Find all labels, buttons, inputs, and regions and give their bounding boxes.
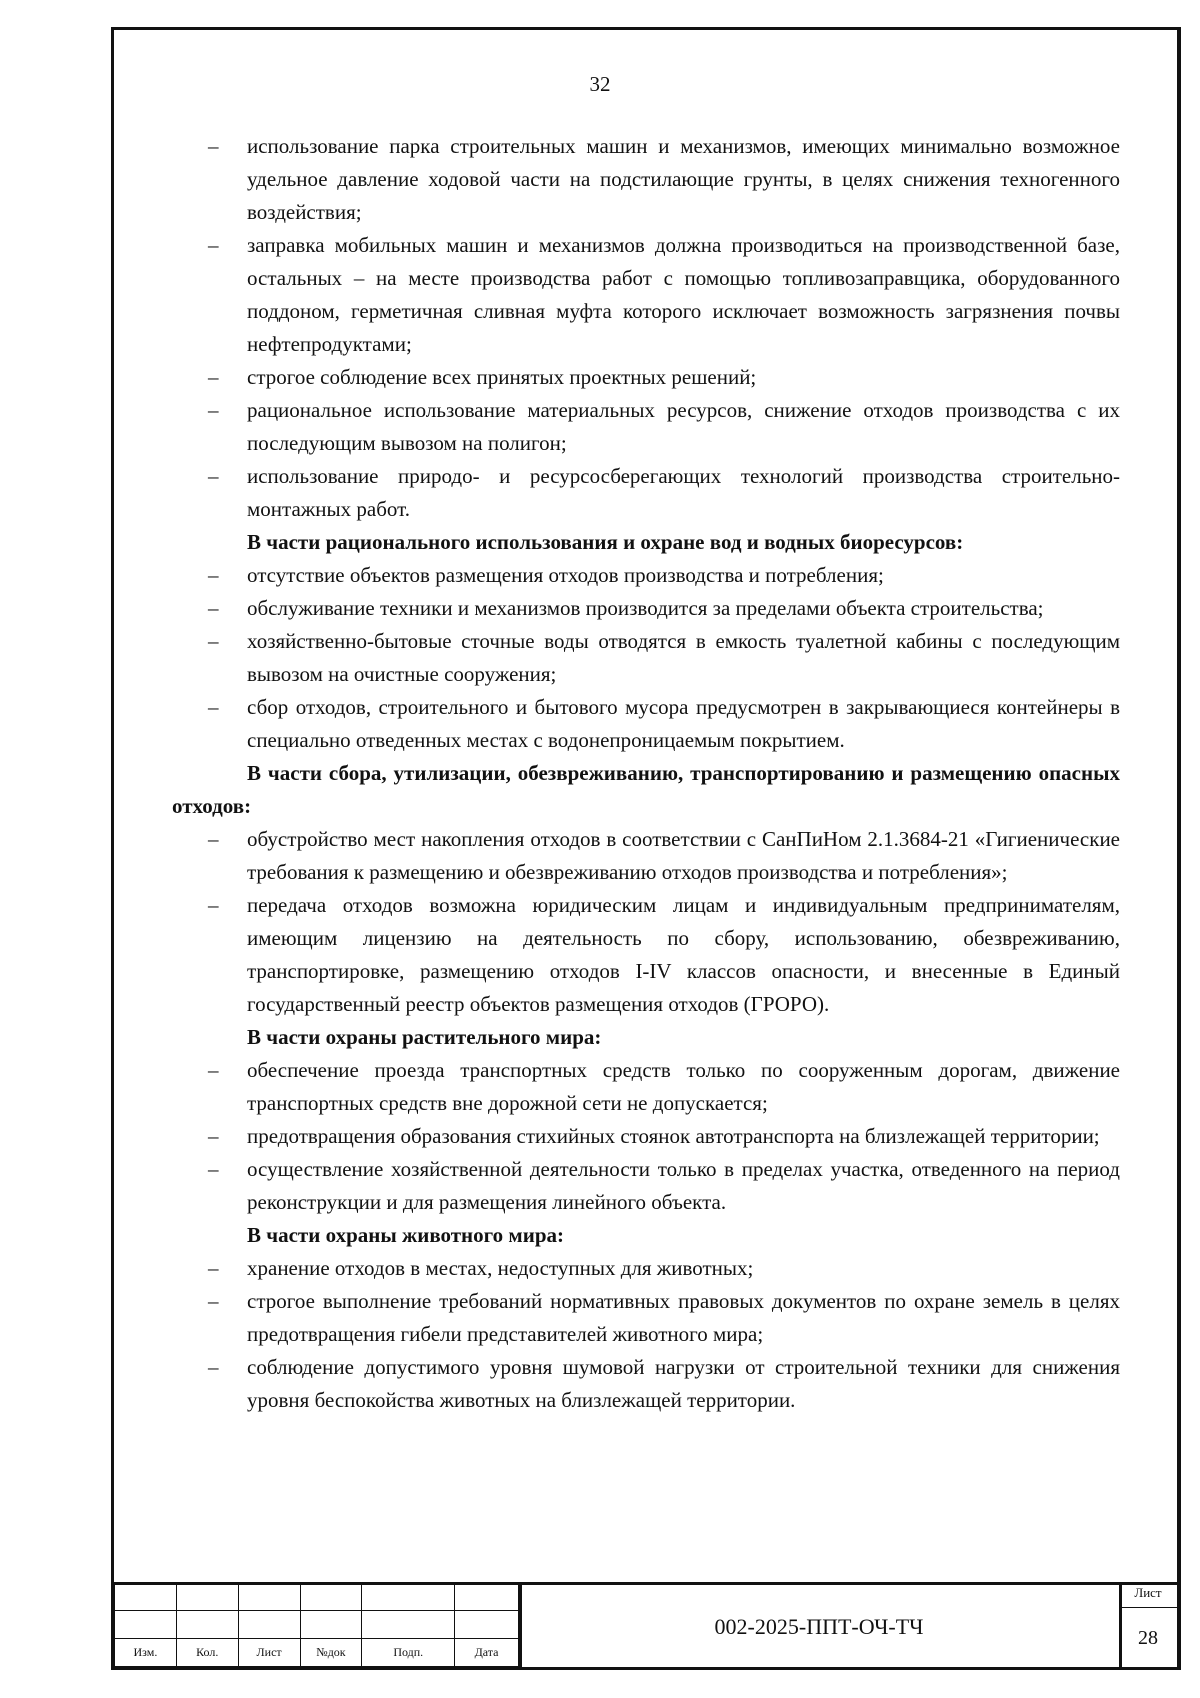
revision-row	[115, 1583, 519, 1611]
list-item	[172, 559, 1120, 592]
list-bullet-dash: –	[208, 1256, 219, 1280]
list-bullet-dash: –	[208, 596, 219, 620]
col-izm: Изм.	[115, 1639, 177, 1667]
list-item	[172, 1120, 1120, 1153]
list-item-text: передача отходов возможна юридическим лицам и индивидуальным предпринимателям, имеющим лицензию на деятельность по сбору, использованию, обезвреживанию, транспортировке, размещению отходов I-IV классов опасности, и внесенные в Единый государственный реестр объектов размещения отходов (ГРОРО).	[247, 893, 1120, 1016]
list-item	[172, 625, 1120, 691]
list-item	[172, 592, 1120, 625]
list-item	[172, 361, 1120, 394]
list-item-text: сбор отходов, строительного и бытового мусора предусмотрен в закрывающиеся контейнеры в специально отведенных местах с водонепроницаемым покрытием.	[247, 695, 1120, 752]
list-item	[172, 1054, 1120, 1120]
list-item-text: отсутствие объектов размещения отходов производства и потребления;	[247, 563, 884, 587]
list-item	[172, 460, 1120, 526]
list-item-text: осуществление хозяйственной деятельности только в пределах участка, отведенного на период реконструкции и для размещения линейного объекта.	[247, 1157, 1120, 1214]
list-bullet-dash: –	[208, 464, 219, 488]
list-item	[172, 1252, 1120, 1285]
list-bullet-dash: –	[208, 365, 219, 389]
list-bullet-dash: –	[208, 893, 219, 917]
list-bullet-dash: –	[208, 1355, 219, 1379]
sheet-label: Лист	[1134, 1585, 1162, 1600]
section-heading: В части охраны животного мира:	[247, 1223, 564, 1247]
title-block	[114, 1582, 1177, 1667]
sheet-divider-line	[1119, 1607, 1177, 1608]
list-bullet-dash: –	[208, 398, 219, 422]
list-item-text: соблюдение допустимого уровня шумовой нагрузки от строительной техники для снижения уровня беспокойства животных на близлежащей территории.	[247, 1355, 1120, 1412]
list-item-text: хозяйственно-бытовые сточные воды отводятся в емкость туалетной кабины с последующим вывозом на очистные сооружения;	[247, 629, 1120, 686]
list-bullet-dash: –	[208, 563, 219, 587]
list-item-text: обустройство мест накопления отходов в соответствии с СанПиНом 2.1.3684-21 «Гигиенические требования к размещению и обезвреживанию отходов производства и потребления»;	[247, 827, 1120, 884]
list-bullet-dash: –	[208, 233, 219, 257]
col-ndok: №док	[300, 1639, 362, 1667]
section-heading: В части сбора, утилизации, обезвреживанию, транспортированию и размещению опасных отходов:	[172, 761, 1120, 818]
list-item	[172, 130, 1120, 229]
col-podp: Подп.	[362, 1639, 455, 1667]
document-code: 002-2025-ППТ-ОЧ-ТЧ	[714, 1614, 924, 1639]
list-item-text: строгое соблюдение всех принятых проектных решений;	[247, 365, 757, 389]
list-bullet-dash: –	[208, 134, 219, 158]
document-body	[172, 130, 1120, 1417]
list-item-text: заправка мобильных машин и механизмов должна производиться на производственной базе, остальных – на месте производства работ с помощью топливозаправщика, оборудованного поддоном, герметичная сливная муфта которого исключает возможность загрязнения почвы нефтепродуктами;	[247, 233, 1120, 356]
list-bullet-dash: –	[208, 629, 219, 653]
list-item	[172, 1153, 1120, 1219]
list-item	[172, 889, 1120, 1021]
list-item-text: использование парка строительных машин и механизмов, имеющих минимально возможное удельное давление ходовой части на подстилающие грунты, в целях снижения техногенного воздействия;	[247, 134, 1120, 224]
revision-row	[115, 1611, 519, 1639]
list-bullet-dash: –	[208, 1157, 219, 1181]
section-heading: В части рационального использования и охране вод и водных биоресурсов:	[247, 530, 964, 554]
list-bullet-dash: –	[208, 1289, 219, 1313]
col-list: Лист	[238, 1639, 300, 1667]
list-item	[172, 1285, 1120, 1351]
list-item	[172, 823, 1120, 889]
list-bullet-dash: –	[208, 827, 219, 851]
list-bullet-dash: –	[208, 1058, 219, 1082]
col-data: Дата	[455, 1639, 519, 1667]
section-heading: В части охраны растительного мира:	[247, 1025, 602, 1049]
list-item-text: использование природо- и ресурсосберегающих технологий производства строительно-монтажных работ.	[247, 464, 1120, 521]
revision-table	[114, 1582, 519, 1667]
list-item	[172, 691, 1120, 757]
sheet-number: 28	[1138, 1627, 1158, 1649]
list-bullet-dash: –	[208, 1124, 219, 1148]
list-item-text: обеспечение проезда транспортных средств только по сооруженным дорогам, движение транспортных средств вне дорожной сети не допускается;	[247, 1058, 1120, 1115]
list-item-text: хранение отходов в местах, недоступных для животных;	[247, 1256, 754, 1280]
list-item	[172, 394, 1120, 460]
list-item	[172, 229, 1120, 361]
list-bullet-dash: –	[208, 695, 219, 719]
revision-header-row	[115, 1639, 519, 1667]
list-item-text: обслуживание техники и механизмов производится за пределами объекта строительства;	[247, 596, 1044, 620]
list-item	[172, 1351, 1120, 1417]
list-item-text: строгое выполнение требований нормативных правовых документов по охране земель в целях предотвращения гибели представителей животного мира;	[247, 1289, 1120, 1346]
list-item-text: предотвращения образования стихийных стоянок автотранспорта на близлежащей территории;	[247, 1124, 1100, 1148]
page-number: 32	[589, 72, 611, 96]
list-item-text: рациональное использование материальных ресурсов, снижение отходов производства с их последующим вывозом на полигон;	[247, 398, 1120, 455]
col-kol: Кол.	[176, 1639, 238, 1667]
